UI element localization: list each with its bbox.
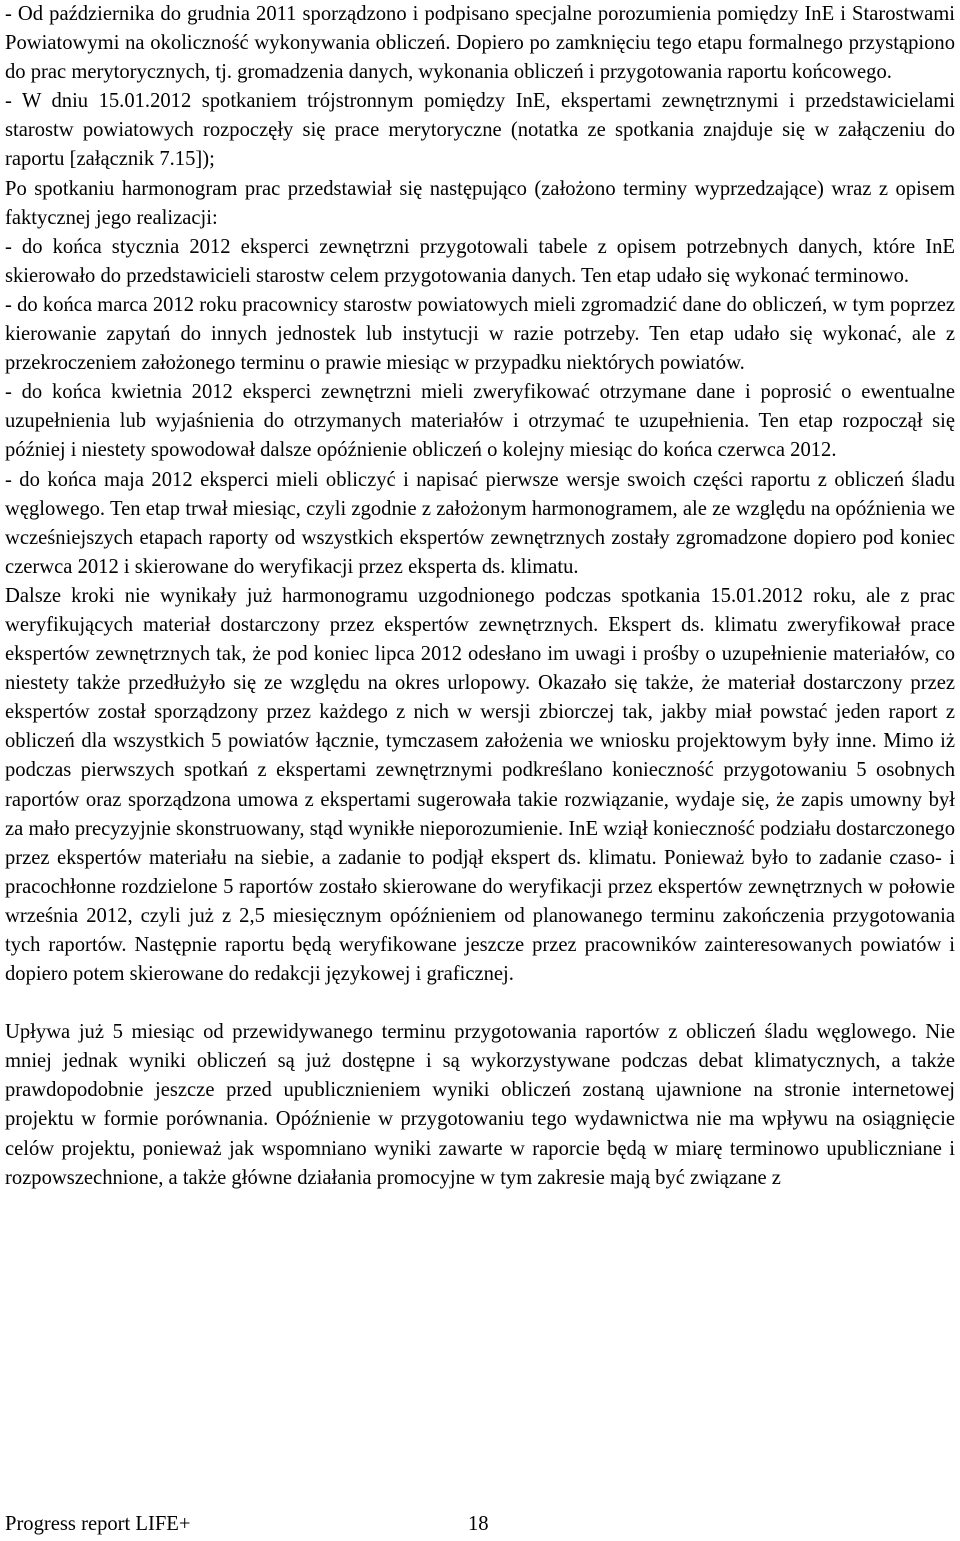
paragraph-3: Po spotkaniu harmonogram prac przedstawiał się następująco (założono terminy wyprzedzające) wraz z opisem faktycznej jego realizacji:: [5, 177, 955, 229]
paragraph-4: - do końca stycznia 2012 eksperci zewnętrzni przygotowali tabele z opisem potrzebnych danych, które InE skierowało do przedstawicieli starostw celem przygotowania danych. Ten etap udało się wykonać terminowo.: [5, 235, 955, 287]
paragraph-9: Upływa już 5 miesiąc od przewidywanego terminu przygotowania raportów z obliczeń śladu węglowego. Nie mniej jednak wyniki obliczeń są już dostępne i są wykorzystywane podczas debat klimatycznych, a także prawdopodobnie jeszcze przed upublicznieniem wyniki obliczeń zostaną ujawnione na stronie internetowej projektu w formie porównania. Opóźnienie w przygotowaniu tego wydawnictwa nie ma wpływu na osiągnięcie celów projektu, ponieważ jak wspomniano wyniki zawarte w raporcie będą w miarę terminowo upubliczniane i rozpowszechnione, a także główne działania promocyjne w tym zakresie mają być związane z: [5, 1021, 955, 1189]
footer-title: Progress report LIFE+: [5, 1513, 191, 1535]
paragraph-1: - Od października do grudnia 2011 sporządzono i podpisano specjalne porozumienia pomiędzy InE i Starostwami Powiatowymi na okoliczność wykonywania obliczeń. Dopiero po zamknięciu tego etapu formalnego przystąpiono do prac merytorycznych, tj. gromadzenia danych, wykonania obliczeń i przygotowania raportu końcowego.: [5, 3, 955, 84]
paragraph-2: - W dniu 15.01.2012 spotkaniem trójstronnym pomiędzy InE, ekspertami zewnętrznymi i przedstawicielami starostw powiatowych rozpoczęły się prace merytoryczne (notatka ze spotkania znajduje się w załączeniu do raportu [załącznik 7.15]);: [5, 90, 955, 171]
paragraph-8: Dalsze kroki nie wynikały już harmonogramu uzgodnionego podczas spotkania 15.01.2012 roku, ale z prac weryfikujących materiał dostarczony przez ekspertów zewnętrznych. Ekspert ds. klimatu zweryfikował prace ekspertów zewnętrznych tak, że pod koniec lipca 2012 odesłano im uwagi i prośby o uzupełnienie materiałów, co niestety także przedłużyło się ze względu na okres urlopowy. Okazało się także, że materiał dostarczony przez ekspertów został sporządzony przez każdego z nich w wersji zbiorczej tak, jakby miał powstać jeden raport z obliczeń dla wszystkich 5 powiatów łącznie, tymczasem założenia we wniosku projektowym były inne. Mimo iż podczas pierwszych spotkań z ekspertami zewnętrznymi podkreślano konieczność przygotowaniu 5 osobnych raportów oraz sporządzona umowa z ekspertami sugerowała takie rozwiązanie, wydaje się, że zapis umowny był za mało precyzyjnie skonstruowany, stąd wynikłe nieporozumienie. InE wziął konieczność podziału dostarczonego przez ekspertów materiału na siebie, a zadanie to podjął ekspert ds. klimatu. Ponieważ było to zadanie czaso- i pracochłonne rozdzielone 5 raportów zostało skierowane do weryfikacji przez ekspertów zewnętrznych w połowie września 2012, czyli już z 2,5 miesięcznym opóźnieniem od planowanego terminu zakończenia przygotowania tych raportów. Następnie raportu będą weryfikowane jeszcze przez pracowników zainteresowanych powiatów i dopiero potem skierowane do redakcji językowej i graficznej.: [5, 584, 955, 986]
page-footer: [5, 1513, 489, 1536]
paragraph-6: - do końca kwietnia 2012 eksperci zewnętrzni mieli zweryfikować otrzymane dane i poprosić o ewentualne uzupełnienia lub wyjaśnienia do otrzymanych materiałów i otrzymać te uzupełnienia. Ten etap rozpoczął się później i niestety spowodował dalsze opóźnienie obliczeń o kolejny miesiąc do końca czerwca 2012.: [5, 381, 955, 462]
paragraph-5: - do końca marca 2012 roku pracownicy starostw powiatowych mieli zgromadzić dane do obliczeń, w tym poprzez kierowanie zapytań do innych jednostek lub instytucji w razie potrzeby. Ten etap udało się wykonać, ale z przekroczeniem założonego terminu o prawie miesiąc w przypadku niektórych powiatów.: [5, 293, 955, 375]
document-body: [5, 0, 955, 1193]
paragraph-7: - do końca maja 2012 eksperci mieli obliczyć i napisać pierwsze wersje swoich części raportu z obliczeń śladu węglowego. Ten etap trwał miesiąc, czyli zgodnie z założonym harmonogramem, ale ze względu na opóźnienia we wcześniejszych etapach raporty od wszystkich ekspertów zewnętrznych zostały zgromadzone dopiero pod koniec czerwca 2012 i skierowane do weryfikacji przez eksperta ds. klimatu.: [5, 468, 955, 578]
page-number: 18: [468, 1513, 489, 1535]
paragraph-spacer: [5, 989, 955, 1018]
